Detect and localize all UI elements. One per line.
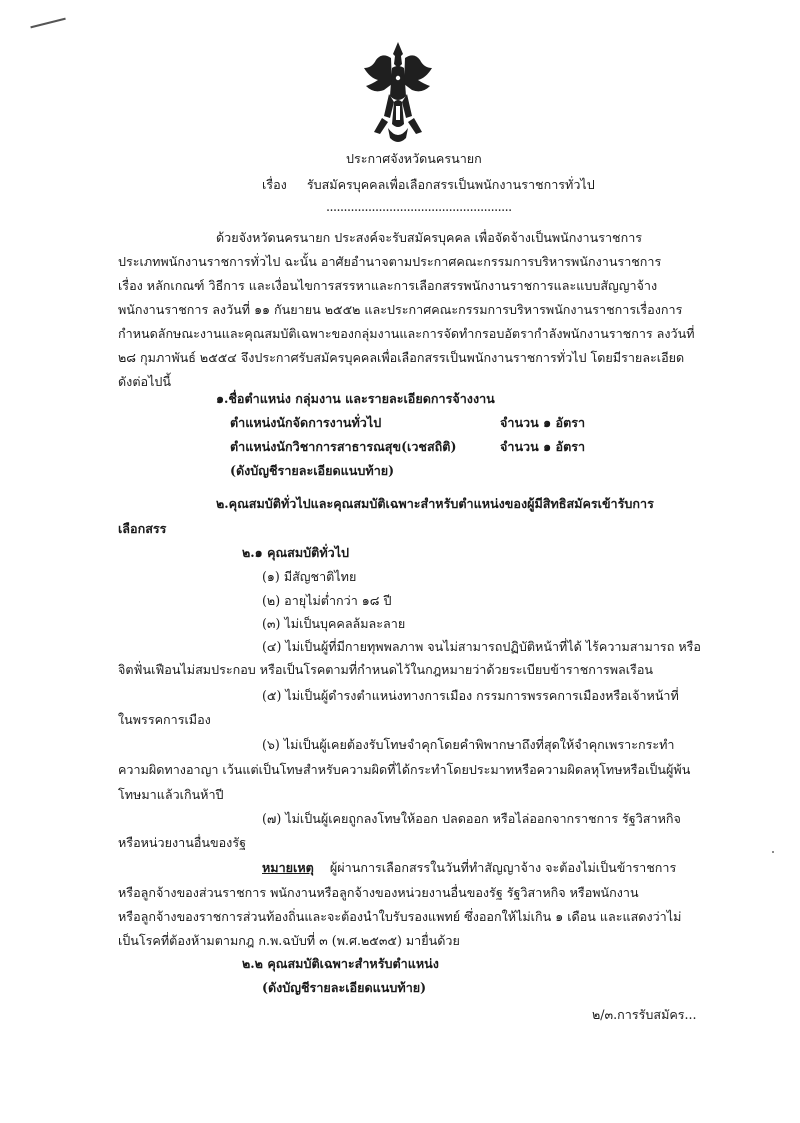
continued-marker: ๒/๓.การรับสมัคร... xyxy=(592,1007,697,1022)
qualification-item: (๓) ไม่เป็นบุคคลล้มละลาย xyxy=(262,616,406,631)
qualification-item: (๖) ไม่เป็นผู้เคยต้องรับโทษจำคุกโดยคำพิพากษาถึงที่สุดให้จำคุกเพราะกระทำ xyxy=(262,737,675,752)
garuda-emblem-icon xyxy=(358,38,438,146)
section2-title-cont: เลือกสรร xyxy=(118,521,167,536)
qualification-item-cont: ความผิดทางอาญา เว้นแต่เป็นโทษสำหรับความผิดที่ได้กระทำโดยประมาทหรือความผิดลหุโทษหรือเป็นผู้พ้น xyxy=(118,762,691,777)
subsection-general-title: ๒.๑ คุณสมบัติทั่วไป xyxy=(242,545,350,560)
qualification-item: (๒) อายุไม่ต่ำกว่า ๑๘ ปี xyxy=(262,593,392,608)
qualification-item: (๕) ไม่เป็นผู้ดำรงตำแหน่งทางการเมือง กรรมการพรรคการเมืองหรือเจ้าหน้าที่ xyxy=(262,688,679,703)
subsection-specific-title: ๒.๒ คุณสมบัติเฉพาะสำหรับตำแหน่ง xyxy=(242,956,439,971)
section1-title: ๑.ชื่อตำแหน่ง กลุ่มงาน และรายละเอียดการจ้างงาน xyxy=(216,391,495,406)
position-count: จำนวน ๑ อัตรา xyxy=(500,439,586,454)
intro-line: ด้วยจังหวัดนครนายก ประสงค์จะรับสมัครบุคคล เพื่อจัดจ้างเป็นพนักงานราชการ xyxy=(216,230,643,245)
intro-line: พนักงานราชการ ลงวันที่ ๑๑ กันยายน ๒๕๕๒ และประกาศคณะกรรมการบริหารพนักงานราชการเรื่องการ xyxy=(118,302,683,317)
section2-title: ๒.คุณสมบัติทั่วไปและคุณสมบัติเฉพาะสำหรับตำแหน่งของผู้มีสิทธิสมัครเข้ารับการ xyxy=(216,496,654,511)
position-name: ตำแหน่งนักจัดการงานทั่วไป xyxy=(230,415,382,430)
section1-note: (ดังบัญชีรายละเอียดแนบท้าย) xyxy=(230,463,395,478)
scan-speck xyxy=(772,851,774,853)
qualification-item: (๗) ไม่เป็นผู้เคยถูกลงโทษให้ออก ปลดออก หรือไล่ออกจากราชการ รัฐวิสาหกิจ xyxy=(262,811,681,826)
qualification-item-cont: โทษมาแล้วเกินห้าปี xyxy=(118,787,224,802)
position-name: ตำแหน่งนักวิชาการสาธารณสุข(เวชสถิติ) xyxy=(230,439,457,454)
qualification-item-cont: จิตฟั่นเฟือนไม่สมประกอบ หรือเป็นโรคตามที่กำหนดไว้ในกฎหมายว่าด้วยระเบียบข้าราชการพลเรือน xyxy=(118,662,653,677)
intro-line: กำหนดลักษณะงานและคุณสมบัติเฉพาะของกลุ่มงานและการจัดทำกรอบอัตรากำลังพนักงานราชการ ลงวันที่ xyxy=(118,326,695,341)
remark-line: หรือลูกจ้างของส่วนราชการ พนักงานหรือลูกจ้างของหน่วยงานอื่นของรัฐ รัฐวิสาหกิจ หรือพนักงาน xyxy=(118,885,639,900)
subsection-specific-note: (ดังบัญชีรายละเอียดแนบท้าย) xyxy=(262,980,427,995)
header-divider: ..................................................... xyxy=(326,199,512,214)
intro-line: ๒๘ กุมภาพันธ์ ๒๕๕๔ จึงประกาศรับสมัครบุคคลเพื่อเลือกสรรเป็นพนักงานราชการทั่วไป โดยมีรายละเอียด xyxy=(118,350,685,365)
remark-line xyxy=(262,861,676,875)
remark-text: ผู้ผ่านการเลือกสรรในวันที่ทำสัญญาจ้าง จะต้องไม่เป็นข้าราชการ xyxy=(329,860,677,875)
remark-label: หมายเหตุ xyxy=(262,860,314,875)
subject-label: เรื่อง xyxy=(262,177,287,192)
qualification-item-cont: หรือหน่วยงานอื่นของรัฐ xyxy=(118,835,247,850)
subject-text: รับสมัครบุคคลเพื่อเลือกสรรเป็นพนักงานราชการทั่วไป xyxy=(306,177,595,192)
remark-line: เป็นโรคที่ต้องห้ามตามกฎ ก.พ.ฉบับที่ ๓ (พ.ศ.๒๕๓๕) มายื่นด้วย xyxy=(118,933,460,948)
intro-line: ดังต่อไปนี้ xyxy=(118,374,172,389)
qualification-item: (๔) ไม่เป็นผู้ที่มีกายทุพพลภาพ จนไม่สามารถปฏิบัติหน้าที่ได้ ไร้ความสามารถ หรือ xyxy=(262,639,701,654)
organization-title: ประกาศจังหวัดนครนายก xyxy=(346,151,482,166)
qualification-item-cont: ในพรรคการเมือง xyxy=(118,712,211,727)
position-count: จำนวน ๑ อัตรา xyxy=(500,415,586,430)
qualification-item: (๑) มีสัญชาติไทย xyxy=(262,569,357,584)
intro-line: ประเภทพนักงานราชการทั่วไป ฉะนั้น อาศัยอำนาจตามประกาศคณะกรรมการบริหารพนักงานราชการ xyxy=(118,254,662,269)
remark-line: หรือลูกจ้างของราชการส่วนท้องถิ่นและจะต้องนำใบรับรองแพทย์ ซึ่งออกให้ไม่เกิน ๑ เดือน และแสดงว่าไม่ xyxy=(118,909,682,924)
subject-line xyxy=(262,178,595,192)
pen-mark xyxy=(30,18,65,28)
intro-line: เรื่อง หลักเกณฑ์ วิธีการ และเงื่อนไขการสรรหาและการเลือกสรรพนักงานราชการและแบบสัญญาจ้าง xyxy=(118,278,658,293)
